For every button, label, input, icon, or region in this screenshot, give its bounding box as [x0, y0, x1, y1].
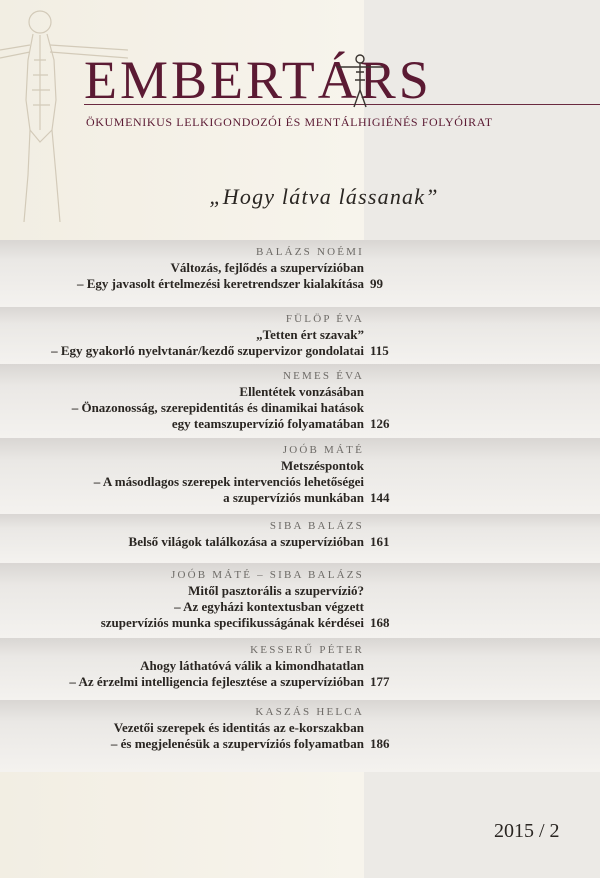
toc-author: JOÓB MÁTÉ	[282, 444, 364, 456]
toc-entry	[0, 240, 600, 307]
toc-title-line: – Egy gyakorló nyelvtanár/kezdő szupervizor gondolatai	[51, 343, 364, 358]
toc-entry	[0, 438, 600, 514]
toc-title-line: – A másodlagos szerepek intervenciós lehetőségei	[93, 474, 364, 489]
toc-title-line: – Az egyházi kontextusban végzett	[174, 599, 364, 614]
toc-entry	[0, 364, 600, 438]
toc-title-line: Vezetői szerepek és identitás az e-korszakban	[113, 720, 364, 735]
toc-page-number: 168	[370, 615, 390, 630]
toc-page-number: 99	[370, 276, 383, 291]
toc-page-number: 126	[370, 416, 390, 431]
toc-author: JOÓB MÁTÉ – SIBA BALÁZS	[170, 569, 364, 581]
toc-author: NEMES ÉVA	[282, 370, 364, 382]
toc-title-line: a szupervíziós munkában	[223, 490, 364, 505]
toc-entry	[0, 700, 600, 772]
toc-page-number: 144	[370, 490, 390, 505]
toc-title-line: Ellentétek vonzásában	[239, 384, 364, 399]
toc-title-line: szupervíziós munka specifikusságának kérdései	[100, 615, 364, 630]
toc-page-number: 177	[370, 674, 390, 689]
toc-title-line: Mitől pasztorális a szupervízió?	[188, 583, 364, 598]
toc-author: KASZÁS HELCA	[255, 706, 364, 718]
journal-title: EMBERTÁRS	[84, 50, 432, 110]
toc-entry	[0, 563, 600, 638]
toc-title-line: – Egy javasolt értelmezési keretrendszer kialakítása	[76, 276, 364, 291]
toc-author: KESSERŰ PÉTER	[250, 644, 364, 656]
toc-title-line: egy teamszupervízió folyamatában	[171, 416, 364, 431]
toc-title-line: Ahogy láthatóvá válik a kimondhatatlan	[140, 658, 364, 673]
toc-title-line: – Önazonosság, szerepidentitás és dinamikai hatások	[71, 400, 364, 415]
toc-page-number: 115	[370, 343, 389, 358]
journal-subtitle: ÖKUMENIKUS LELKIGONDOZÓI ÉS MENTÁLHIGIÉNÉS FOLYÓIRAT	[86, 115, 493, 129]
toc-author: BALÁZS NOÉMI	[256, 246, 364, 258]
toc-title-line: – és megjelenésük a szupervíziós folyamatban	[110, 736, 364, 751]
toc-title-line: Belső világok találkozása a szupervízióban	[128, 534, 364, 549]
masthead-figure-icon	[335, 52, 385, 108]
toc-title-line: Metszéspontok	[280, 458, 364, 473]
toc-title-line: – Az érzelmi intelligencia fejlesztése a szupervízióban	[69, 674, 364, 689]
toc-page-number: 186	[370, 736, 390, 751]
issue-number: 2015 / 2	[494, 820, 560, 842]
toc-author: SIBA BALÁZS	[269, 520, 364, 532]
toc-title-line: „Tetten ért szavak”	[256, 327, 364, 342]
toc-author: FÜLÖP ÉVA	[285, 313, 364, 325]
toc-entry	[0, 307, 600, 364]
issue-theme: „Hogy látva lássanak”	[209, 184, 439, 209]
masthead	[84, 50, 584, 110]
toc-entry	[0, 638, 600, 700]
toc-title-line: Változás, fejlődés a szupervízióban	[170, 260, 364, 275]
toc-page-number: 161	[370, 534, 390, 549]
toc-entry	[0, 514, 600, 563]
